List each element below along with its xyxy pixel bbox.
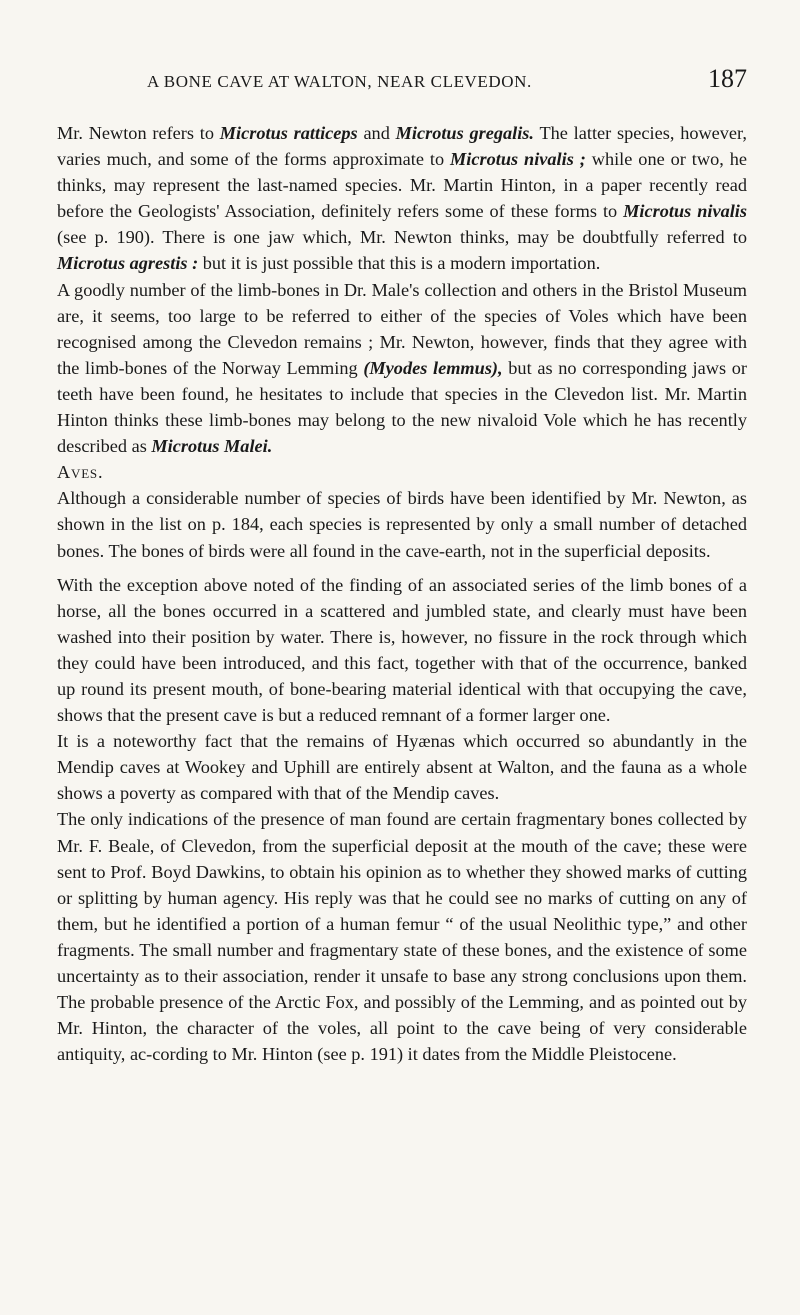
species-name: Microtus nivalis ; xyxy=(450,149,586,170)
paragraph-gap xyxy=(57,564,747,572)
species-name: Microtus agrestis : xyxy=(57,253,199,274)
species-name: (Myodes lemmus), xyxy=(363,357,503,378)
species-name: Microtus Malei. xyxy=(151,436,273,457)
section-heading-aves: Aves. xyxy=(57,462,104,483)
running-header xyxy=(57,58,747,98)
text-span: but as no corresponding jaws or teeth have been found, he hesitates to include that species in the Clevedon list. Mr. Martin Hinton thinks these limb-bones may belong to the new nivaloid Vole which he has recently described as xyxy=(57,357,747,457)
paragraph-limb-bones xyxy=(57,277,747,460)
running-title: A BONE CAVE AT WALTON, NEAR CLEVEDON. xyxy=(147,72,532,91)
species-name: Microtus nivalis xyxy=(623,201,747,222)
body-text xyxy=(57,120,747,1067)
species-name: Microtus ratticeps xyxy=(219,123,358,143)
text-span: (see p. 190). There is one jaw which, Mr. Newton thinks, may be doubtfully referred to xyxy=(57,227,747,248)
text-span: Mr. Newton refers to xyxy=(57,123,220,143)
text-span: The latter species, however, varies much, and some of the forms approximate to xyxy=(57,123,747,170)
paragraph-microtus xyxy=(57,120,747,277)
paragraph-birds: Although a considerable number of species of birds have been identified by Mr. Newton, as shown in the list on p. 184, each species is represented by only a small number of detached bones. The bones of birds were all found in the cave-earth, not in the superficial deposits. xyxy=(57,488,747,561)
paragraph-hyaenas: It is a noteworthy fact that the remains of Hyænas which occurred so abundantly in the Mendip caves at Wookey and Uphill are entirely absent at Walton, and the fauna as a whole shows a poverty as compared with that of the Mendip caves. xyxy=(57,731,747,804)
page-number: 187 xyxy=(708,64,747,93)
text-span: A goodly number of the limb-bones in Dr. Male's collection and others in the Bristol Museum are, it seems, too large to be referred to either of the species of Voles which have been recognised among the Clevedon remains ; Mr. Newton, however, finds that they agree with the limb-bones of the Norway Lemming xyxy=(57,279,747,378)
text-span: and xyxy=(357,123,396,143)
paragraph-scattered-bones: With the exception above noted of the finding of an associated series of the limb bones of a horse, all the bones occurred in a scattered and jumbled state, and clearly must have been washed into their position by water. There is, however, no fissure in the rock through which they could have been introduced, and this fact, together with that of the occurrence, banked up round its present mouth, of bone-bearing material identical with that occupying the cave, shows that the present cave is but a reduced remnant of a former larger one. xyxy=(57,574,747,726)
paragraph-man: The only indications of the presence of man found are certain fragmentary bones collected by Mr. F. Beale, of Clevedon, from the superficial deposit at the mouth of the cave; these were sent to Prof. Boyd Dawkins, to obtain his opinion as to whether they showed marks of cutting or splitting by human agency. His reply was that he could see no marks of cutting on any of them, but he identified a portion of a human femur “ of the usual Neolithic type,” and other fragments. The small number and fragmentary state of these bones, and the existence of some uncertainty as to their association, render it unsafe to base any strong conclusions upon them. The probable presence of the Arctic Fox, and possibly of the Lemming, and as pointed out by Mr. Hinton, the character of the voles, all point to the cave being of very considerable antiquity, ac-cording to Mr. Hinton (see p. 191) it dates from the Middle Pleistocene. xyxy=(57,809,747,1065)
species-name: Microtus gregalis. xyxy=(395,123,534,143)
document-page xyxy=(57,58,747,1067)
text-span: but it is just possible that this is a modern importation. xyxy=(198,253,601,274)
text-span: while one or two, he thinks, may represent the last-named species. Mr. Martin Hinton, in a paper recently read before the Geologists' Association, definitely refers some of these forms to xyxy=(57,149,747,222)
